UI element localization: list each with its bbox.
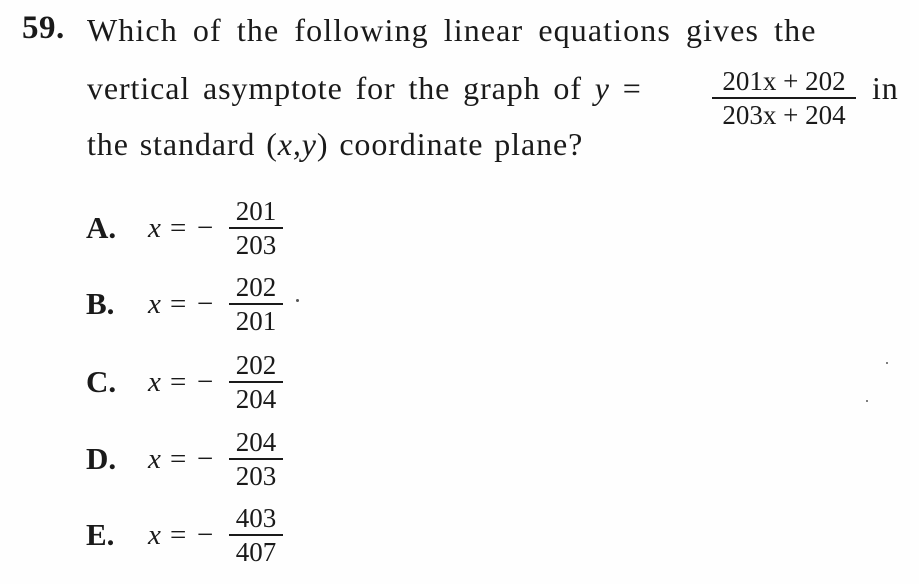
stem-fraction-numerator: 201x + 202 [722, 66, 846, 96]
choice-fraction [229, 272, 283, 336]
choice-fraction [229, 350, 283, 414]
question-line-3 [87, 126, 583, 163]
choice-denominator: 203 [235, 461, 277, 491]
choice-fraction [229, 503, 283, 567]
question-line-2-text: vertical asymptote for the graph of [87, 70, 582, 106]
question-number: 59. [22, 10, 65, 46]
choice-letter: D. [86, 441, 117, 476]
choice-denominator: 407 [235, 537, 277, 567]
choice-numerator: 403 [235, 503, 277, 533]
answer-choice-c[interactable] [86, 350, 386, 420]
choice-numerator: 202 [235, 350, 277, 380]
choice-letter: A. [86, 210, 117, 245]
choice-letter: B. [86, 286, 115, 321]
choice-denominator: 203 [235, 230, 277, 260]
choice-numerator: 204 [235, 427, 277, 457]
answer-choice-d[interactable] [86, 427, 386, 497]
answer-choice-e[interactable] [86, 503, 386, 573]
stem-fraction [712, 66, 856, 130]
answer-choice-b[interactable] [86, 272, 386, 342]
choice-denominator: 204 [235, 384, 277, 414]
choice-equation-prefix: x = − [148, 443, 215, 475]
question-line-2 [87, 70, 642, 107]
choice-denominator: 201 [235, 306, 277, 336]
stray-mark [296, 299, 299, 302]
equals-sign: = [609, 70, 642, 106]
stray-mark [866, 400, 868, 402]
choice-equation-prefix: x = − [148, 212, 215, 244]
question-line-3-start: the standard ( [87, 126, 278, 162]
stem-fraction-denominator: 203x + 204 [722, 100, 846, 130]
choice-fraction-bar [229, 458, 283, 460]
choice-fraction-bar [229, 303, 283, 305]
question-line-1: Which of the following linear equations gives the [87, 12, 817, 48]
question-line-2-end: in [872, 70, 899, 106]
choice-fraction-bar [229, 227, 283, 229]
choice-fraction-bar [229, 381, 283, 383]
choice-letter: E. [86, 517, 115, 552]
xy-pair: x,y [277, 126, 317, 162]
choice-equation-prefix: x = − [148, 519, 215, 551]
choice-fraction [229, 427, 283, 491]
question-line-3-end: ) coordinate plane? [316, 126, 584, 162]
choice-numerator: 201 [235, 196, 277, 226]
choice-fraction-bar [229, 534, 283, 536]
choice-numerator: 202 [235, 272, 277, 302]
choice-equation-prefix: x = − [148, 366, 215, 398]
answer-choice-a[interactable] [86, 196, 386, 266]
stray-mark [886, 362, 888, 364]
stem-fraction-bar [712, 97, 856, 99]
choice-equation-prefix: x = − [148, 288, 215, 320]
choice-letter: C. [86, 364, 117, 399]
y-variable: y [594, 70, 610, 106]
choice-fraction [229, 196, 283, 260]
